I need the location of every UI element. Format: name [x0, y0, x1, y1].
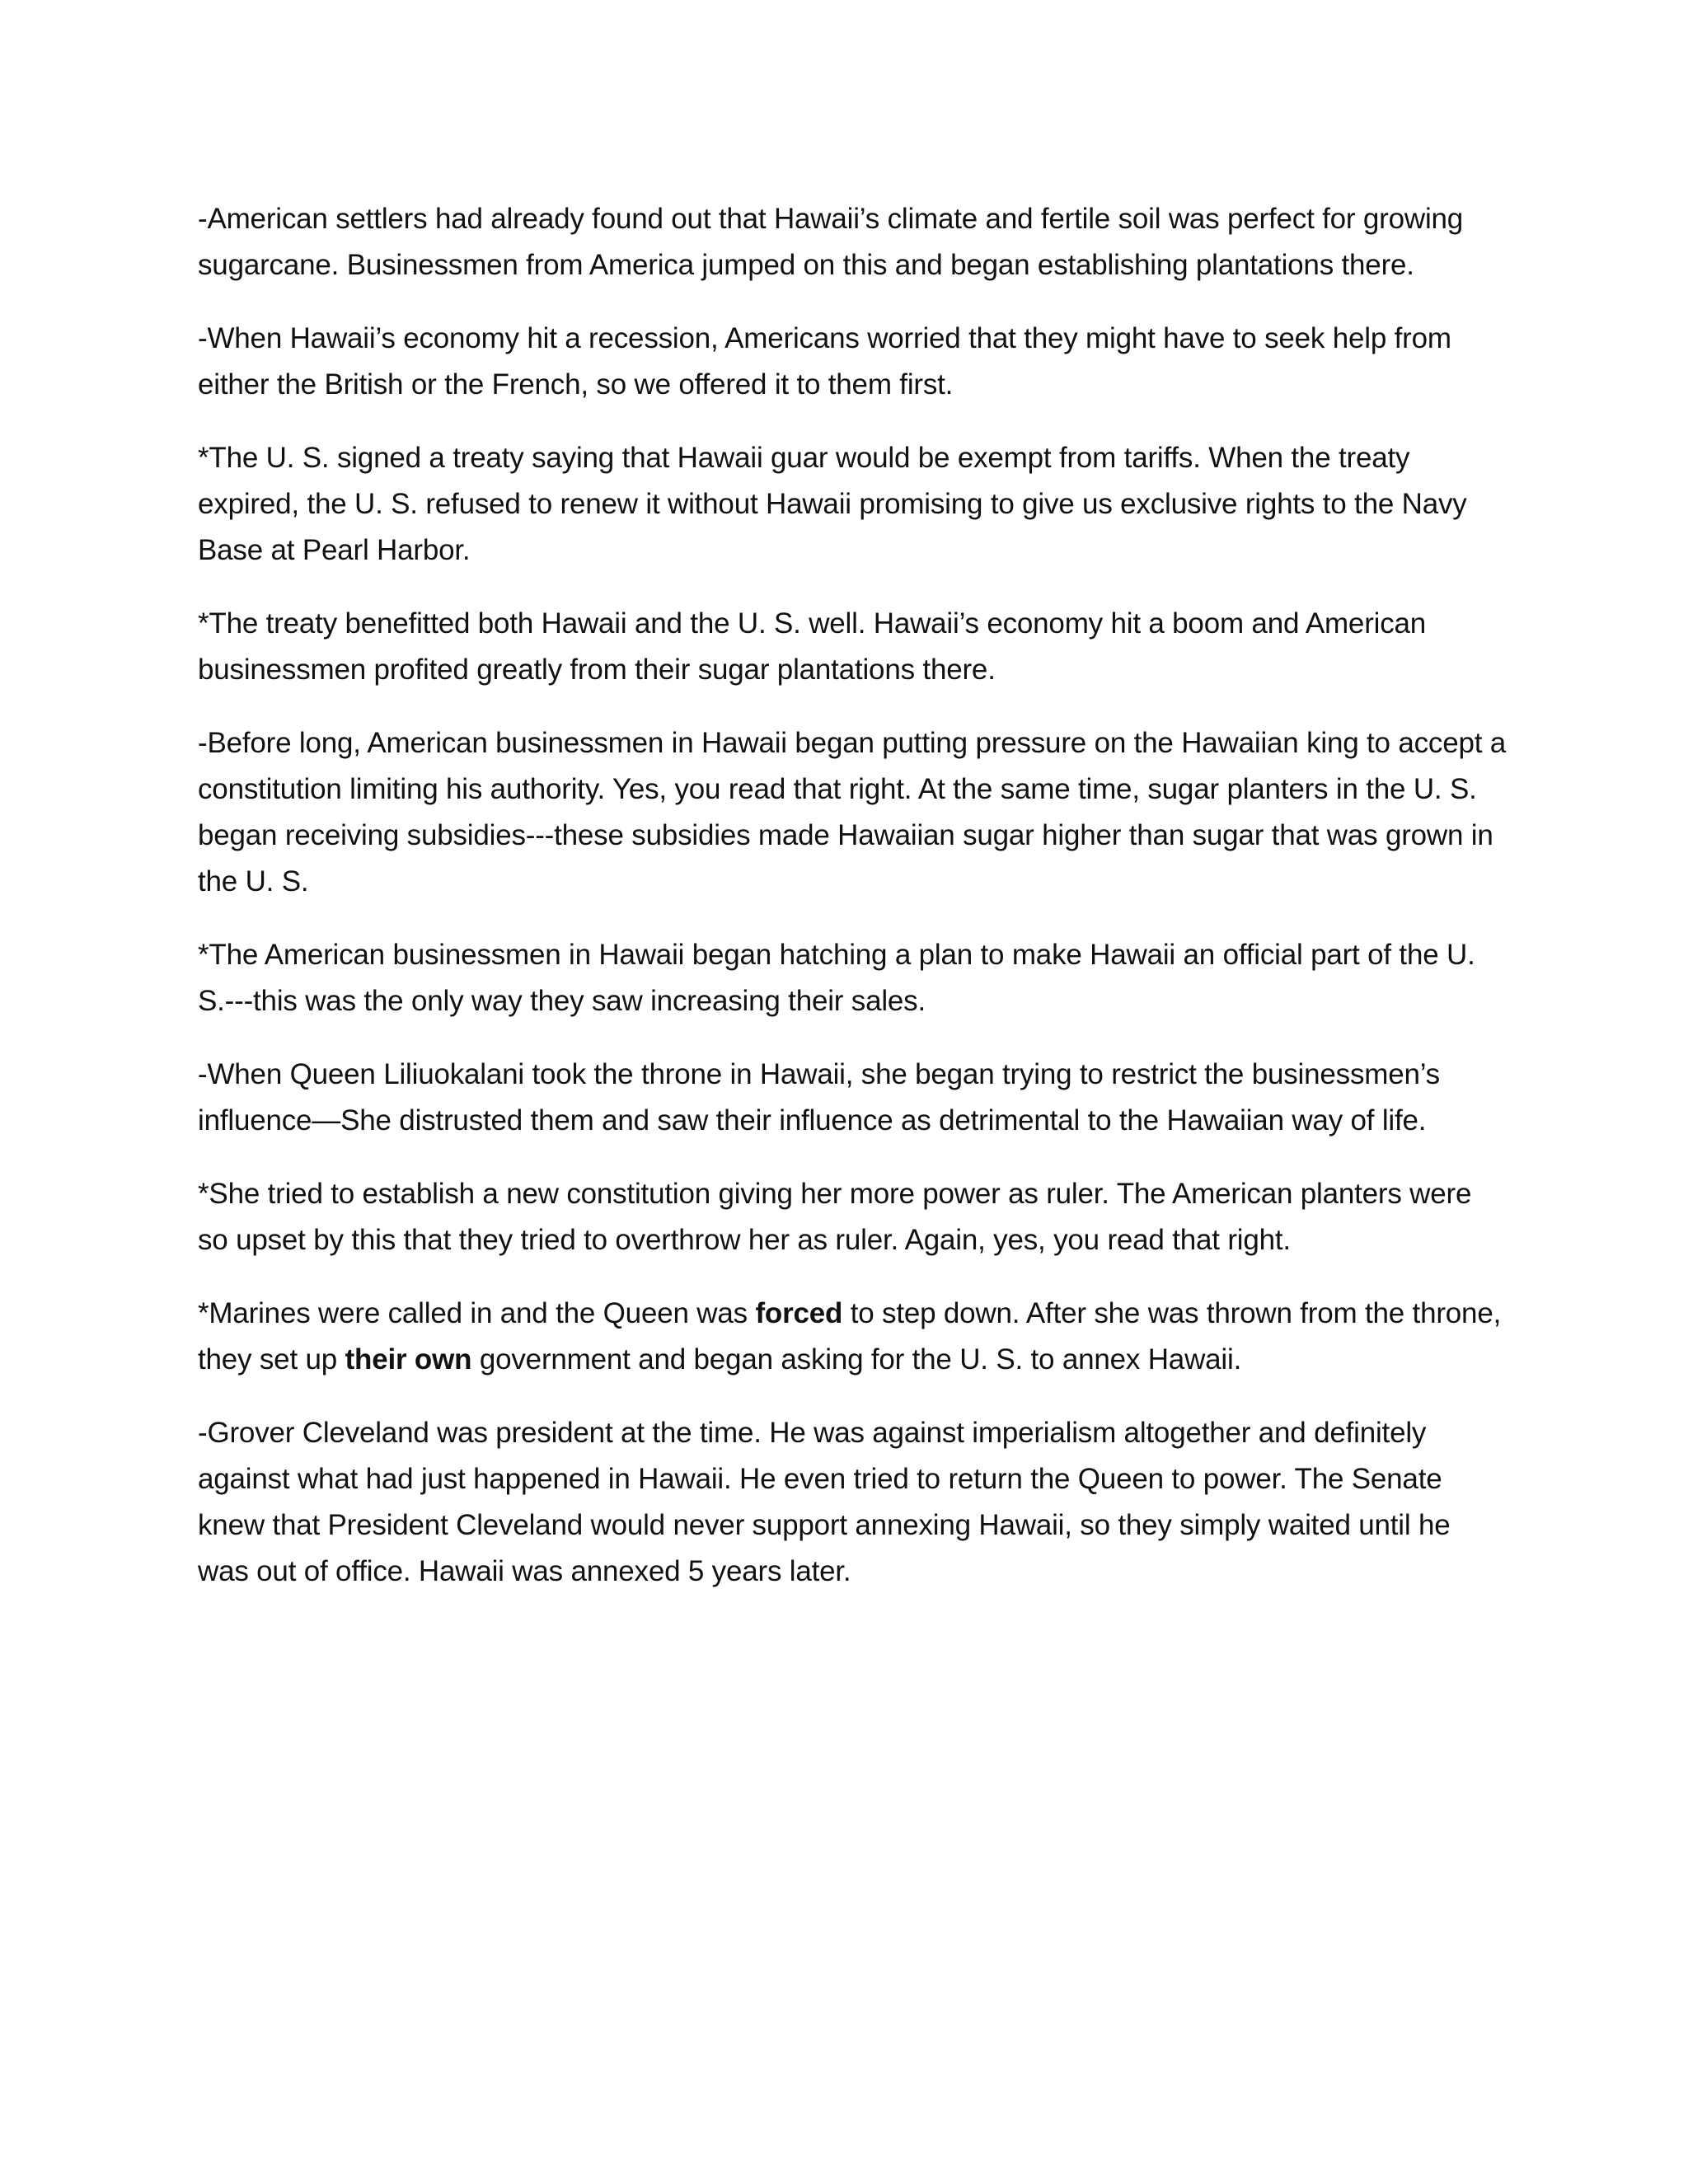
document-body — [198, 196, 1508, 1622]
paragraph-marines-overthrow — [198, 1291, 1508, 1383]
paragraph-constitution-pressure — [198, 720, 1508, 905]
paragraph-text: -American settlers had already found out that Hawaii’s climate and fertile soil was perfect for growing sugarcane. Businessmen from America jumped on this and began establishing plantations there. — [198, 203, 1464, 281]
paragraph-text: to step down. After she was thrown from the throne, they set up — [198, 1297, 1502, 1376]
paragraph-text: *The treaty benefitted both Hawaii and the U. S. well. Hawaii’s economy hit a boom and American businessmen profited greatly from their sugar plantations there. — [198, 607, 1427, 686]
paragraph-settlers-sugarcane — [198, 196, 1508, 288]
paragraph-text: -When Hawaii’s economy hit a recession, Americans worried that they might have to seek help from either the British or the French, so we offered it to them first. — [198, 322, 1451, 401]
paragraph-text: *Marines were called in and the Queen was — [198, 1297, 756, 1329]
paragraph-queen-liliuokalani — [198, 1052, 1508, 1144]
paragraph-treaty-tariffs — [198, 435, 1508, 574]
paragraph-text: -Grover Cleveland was president at the time. He was against imperialism altogether and definitely against what had just happened in Hawaii. He even tried to return the Queen to power. The Senate knew that President Cleveland would never support annexing Hawaii, so they simply waited until he was out of office. Hawaii was annexed 5 years later. — [198, 1417, 1451, 1587]
bold-text-their-own: their own — [345, 1343, 472, 1376]
paragraph-grover-cleveland — [198, 1410, 1508, 1595]
paragraph-text: *The American businessmen in Hawaii began hatching a plan to make Hawaii an official part of the U. S.---this was the only way they saw increasing their sales. — [198, 939, 1475, 1017]
paragraph-text: -Before long, American businessmen in Hawaii began putting pressure on the Hawaiian king to accept a constitution limiting his authority. Yes, you read that right. At the same time, sugar planters in the U. S. began receiving subsidies---these subsidies made Hawaiian sugar higher than sugar that was grown in the U. S. — [198, 727, 1507, 898]
paragraph-text: government and began asking for the U. S. to annex Hawaii. — [471, 1343, 1242, 1376]
paragraph-treaty-benefits — [198, 601, 1508, 693]
bold-text-forced: forced — [755, 1297, 843, 1329]
paragraph-text: -When Queen Liliuokalani took the throne in Hawaii, she began trying to restrict the businessmen’s influence—She distrusted them and saw their influence as detrimental to the Hawaiian way of life. — [198, 1058, 1440, 1137]
paragraph-recession — [198, 316, 1508, 408]
paragraph-text: *She tried to establish a new constitution giving her more power as ruler. The American planters were so upset by this that they tried to overthrow her as ruler. Again, yes, you read that right. — [198, 1178, 1472, 1256]
paragraph-text: *The U. S. signed a treaty saying that Hawaii guar would be exempt from tariffs. When the treaty expired, the U. S. refused to renew it without Hawaii promising to give us exclusive rights to the Navy Base at Pearl Harbor. — [198, 442, 1467, 566]
paragraph-new-constitution — [198, 1171, 1508, 1263]
paragraph-annexation-plan — [198, 932, 1508, 1024]
